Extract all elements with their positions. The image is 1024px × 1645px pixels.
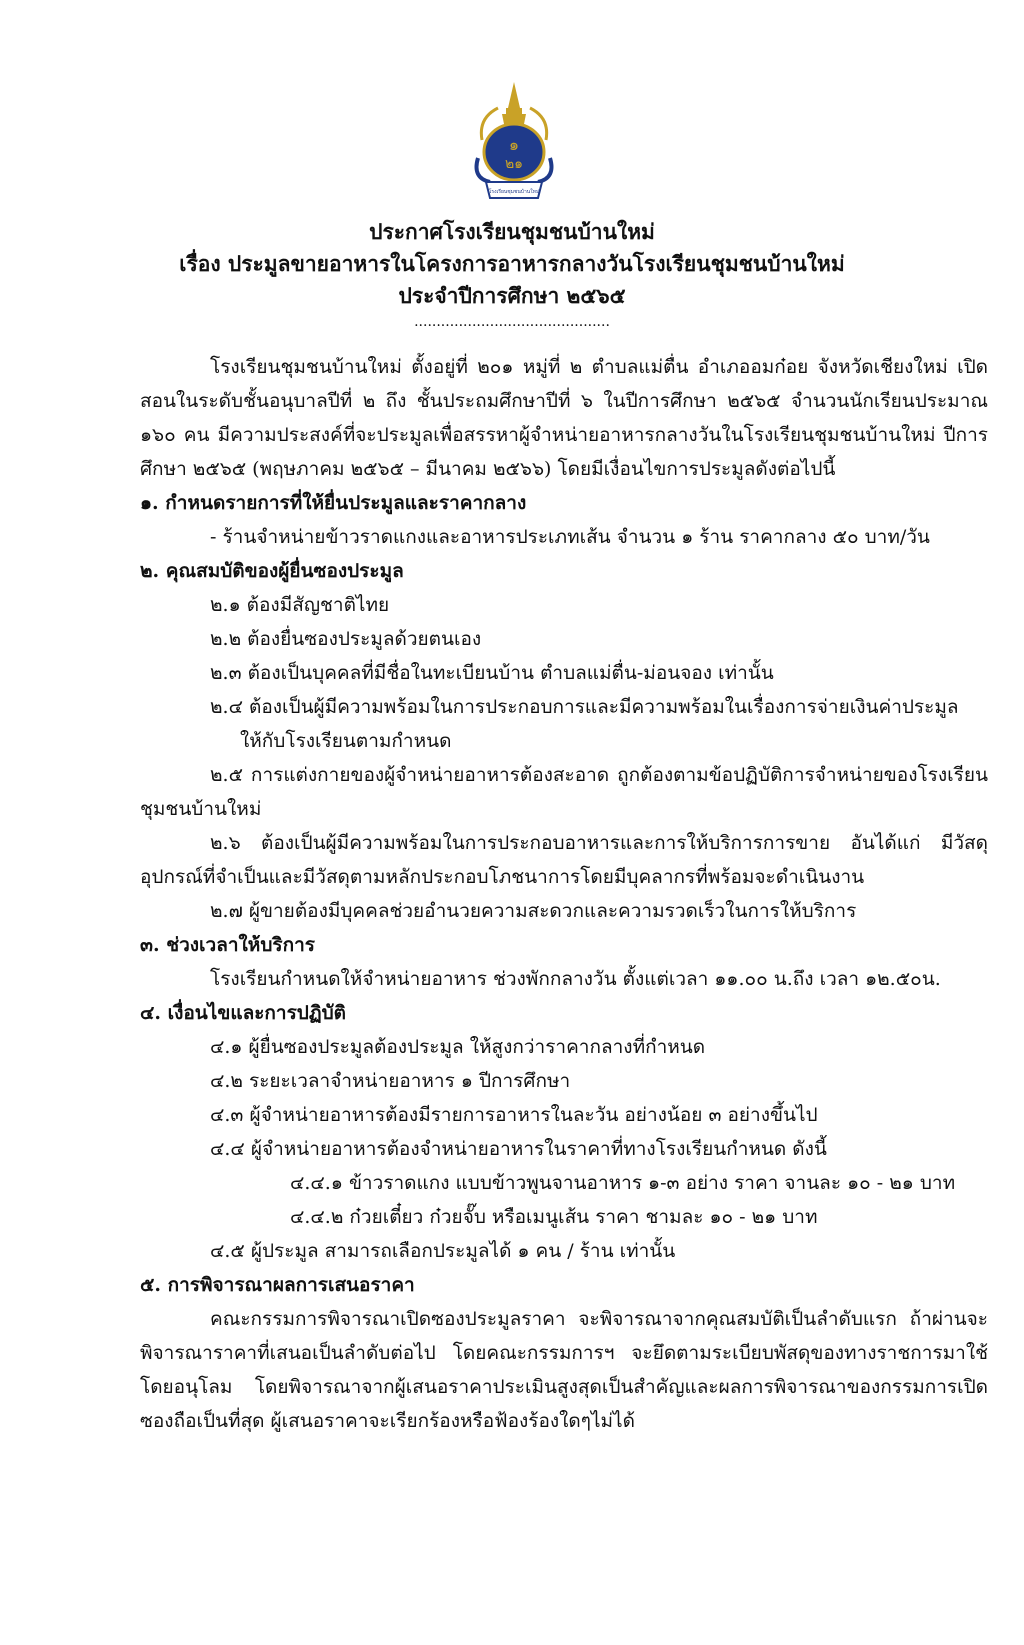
section-5-heading: ๕. การพิจารณาผลการเสนอราคา — [140, 1274, 415, 1296]
section-2-item-1: ๒.๑ ต้องมีสัญชาติไทย — [210, 594, 390, 616]
section-2-item-4-cont: ให้กับโรงเรียนตามกำหนด — [240, 730, 452, 752]
section-4-item-4-2: ๔.๔.๒ ก๋วยเตี๋ยว ก๋วยจั๊บ หรือเมนูเส้น ราคา ชามละ ๑๐ - ๒๑ บาท — [290, 1206, 818, 1228]
announcement-body — [140, 350, 988, 1438]
title-separator: ............................................ — [414, 314, 610, 330]
section-4-item-4-1: ๔.๔.๑ ข้าวราดแกง แบบข้าวพูนจานอาหาร ๑-๓ อย่าง ราคา จานละ ๑๐ - ๒๑ บาท — [290, 1172, 956, 1194]
announcement-title: ประกาศโรงเรียนชุมชนบ้านใหม่ — [369, 219, 655, 244]
section-3-heading: ๓. ช่วงเวลาให้บริการ — [140, 934, 315, 956]
section-2-item-6: ๒.๖ ต้องเป็นผู้มีความพร้อมในการประกอบอาหารและการให้บริการการขาย อันได้แก่ มีวัสดุอุปกรณ์ที่จำเป็นและมีวัสดุตามหลักประกอบโภชนาการโดยมีบุคลากรที่พร้อมจะดำเนินงาน — [140, 832, 988, 888]
section-4-item-4: ๔.๔ ผู้จำหน่ายอาหารต้องจำหน่ายอาหารในราคาที่ทางโรงเรียนกำหนด ดังนี้ — [210, 1138, 827, 1160]
announcement-subject: เรื่อง ประมูลขายอาหารในโครงการอาหารกลางวันโรงเรียนชุมชนบ้านใหม่ — [179, 251, 845, 276]
svg-text:๒๑: ๒๑ — [504, 156, 524, 172]
section-2-item-3: ๒.๓ ต้องเป็นบุคคลที่มีชื่อในทะเบียนบ้าน ตำบลแม่ตื่น-ม่อนจอง เท่านั้น — [210, 662, 774, 684]
title-block — [0, 216, 1024, 332]
section-2-item-7: ๒.๗ ผู้ขายต้องมีบุคคลช่วยอำนวยความสะดวกและความรวดเร็วในการให้บริการ — [210, 900, 857, 922]
section-2-item-2: ๒.๒ ต้องยื่นซองประมูลด้วยตนเอง — [210, 628, 482, 650]
section-2-heading: ๒. คุณสมบัติของผู้ยื่นซองประมูล — [140, 560, 404, 582]
section-4-heading: ๔. เงื่อนไขและการปฏิบัติ — [140, 1002, 347, 1024]
emblem-ribbon-text: โรงเรียนชุมชนบ้านใหม่ — [488, 189, 540, 195]
section-4-item-1: ๔.๑ ผู้ยื่นซองประมูลต้องประมูล ให้สูงกว่าราคากลางที่กำหนด — [210, 1036, 706, 1058]
section-4-item-3: ๔.๓ ผู้จำหน่ายอาหารต้องมีรายการอาหารในละวัน อย่างน้อย ๓ อย่างขึ้นไป — [210, 1104, 818, 1126]
section-1-item: - ร้านจำหน่ายข้าวราดแกงและอาหารประเภทเส้น จำนวน ๑ ร้าน ราคากลาง ๕๐ บาท/วัน — [210, 526, 930, 548]
section-2-item-4: ๒.๔ ต้องเป็นผู้มีความพร้อมในการประกอบการและมีความพร้อมในเรื่องการจ่ายเงินค่าประมูล — [210, 696, 959, 718]
section-4-item-2: ๔.๒ ระยะเวลาจำหน่ายอาหาร ๑ ปีการศึกษา — [210, 1070, 571, 1092]
section-3-item: โรงเรียนกำหนดให้จำหน่ายอาหาร ช่วงพักกลางวัน ตั้งแต่เวลา ๑๑.๐๐ น.ถึง เวลา ๑๒.๕๐น. — [210, 968, 941, 990]
intro-paragraph: โรงเรียนชุมชนบ้านใหม่ ตั้งอยู่ที่ ๒๐๑ หมู่ที่ ๒ ตำบลแม่ตื่น อำเภออมก๋อย จังหวัดเชียงใหม่ เปิดสอนในระดับชั้นอนุบาลปีที่ ๒ ถึง ชั้นประถมศึกษาปีที่ ๖ ในปีการศึกษา ๒๕๖๕ จำนวนนักเรียนประมาณ ๑๖๐ คน มีความประสงค์ที่จะประมูลเพื่อสรรหาผู้จำหน่ายอาหารกลางวันในโรงเรียนชุมชนบ้านใหม่ ปีการศึกษา ๒๕๖๕ (พฤษภาคม ๒๕๖๕ – มีนาคม ๒๕๖๖) โดยมีเงื่อนไขการประมูลดังต่อไปนี้ — [140, 356, 988, 480]
section-1-heading: ๑. กำหนดรายการที่ให้ยื่นประมูลและราคากลาง — [140, 492, 527, 514]
section-2-item-5: ๒.๕ การแต่งกายของผู้จำหน่ายอาหารต้องสะอาด ถูกต้องตามข้อปฏิบัติการจำหน่ายของโรงเรียนชุมชนบ้านใหม่ — [140, 764, 988, 820]
svg-text:๑: ๑ — [508, 135, 520, 154]
school-emblem-icon — [468, 78, 560, 206]
section-4-item-5: ๔.๕ ผู้ประมูล สามารถเลือกประมูลได้ ๑ คน / ร้าน เท่านั้น — [210, 1240, 676, 1262]
section-5-paragraph: คณะกรรมการพิจารณาเปิดซองประมูลราคา จะพิจารณาจากคุณสมบัติเป็นลำดับแรก ถ้าผ่านจะพิจารณาราคาที่เสนอเป็นลำดับต่อไป โดยคณะกรรมการฯ จะยึดตามระเบียบพัสดุของทางราชการมาใช้โดยอนุโลม โดยพิจารณาจากผู้เสนอราคาประเมินสูงสุดเป็นสำคัญและผลการพิจารณาของกรรมการเปิดซองถือเป็นที่สุด ผู้เสนอราคาจะเรียกร้องหรือฟ้องร้องใดๆไม่ได้ — [140, 1308, 988, 1432]
announcement-year: ประจำปีการศึกษา ๒๕๖๕ — [398, 283, 626, 308]
